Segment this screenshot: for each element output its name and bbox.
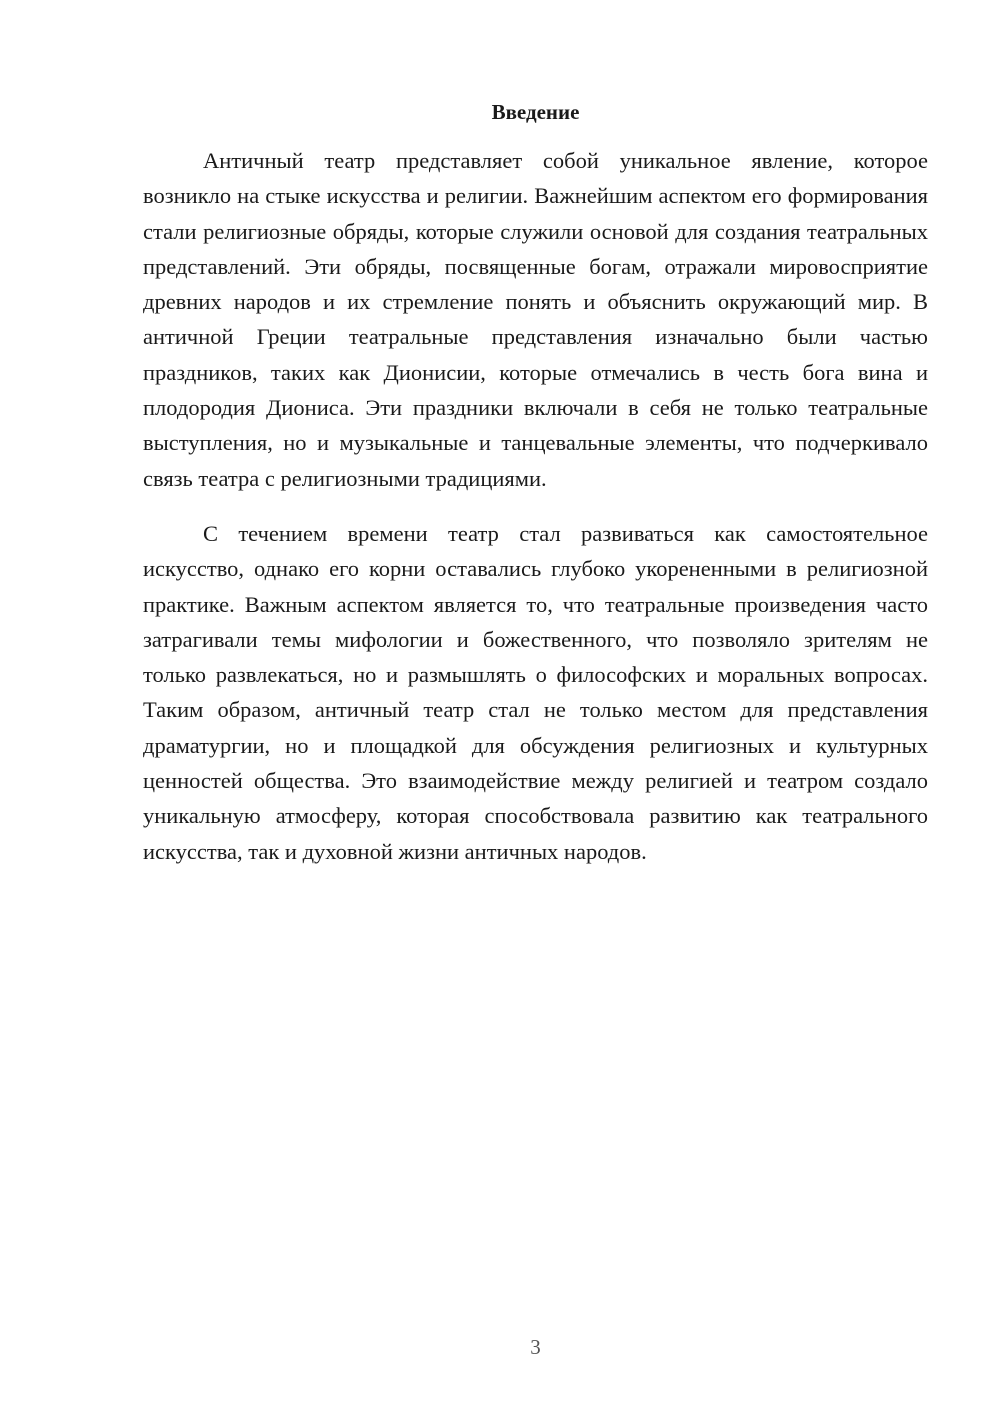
body-text (143, 143, 928, 869)
page-number: 3 (530, 1335, 541, 1359)
paragraph-1: Античный театр представляет собой уникальное явление, которое возникло на стыке искусства и религии. Важнейшим аспектом его формирования стали религиозные обряды, которые служили основой для создания театральных представлений. Эти обряды, посвященные богам, отражали мировосприятие древних народов и их стремление понять и объяснить окружающий мир. В античной Греции театральные представления изначально были частью праздников, таких как Дионисии, которые отмечались в честь бога вина и плодородия Диониса. Эти праздники включали в себя не только театральные выступления, но и музыкальные и танцевальные элементы, что подчеркивало связь театра с религиозными традициями. (143, 148, 928, 491)
section-heading: Введение (491, 100, 580, 124)
paragraph-2: С течением времени театр стал развиваться как самостоятельное искусство, однако его корни оставались глубоко укорененными в религиозной практике. Важным аспектом является то, что театральные произведения часто затрагивали темы мифологии и божественного, что позволяло зрителям не только развлекаться, но и размышлять о философских и моральных вопросах. Таким образом, античный театр стал не только местом для представления драматургии, но и площадкой для обсуждения религиозных и культурных ценностей общества. Это взаимодействие между религией и театром создало уникальную атмосферу, которая способствовала развитию как театрального искусства, так и духовной жизни античных народов. (143, 520, 928, 864)
